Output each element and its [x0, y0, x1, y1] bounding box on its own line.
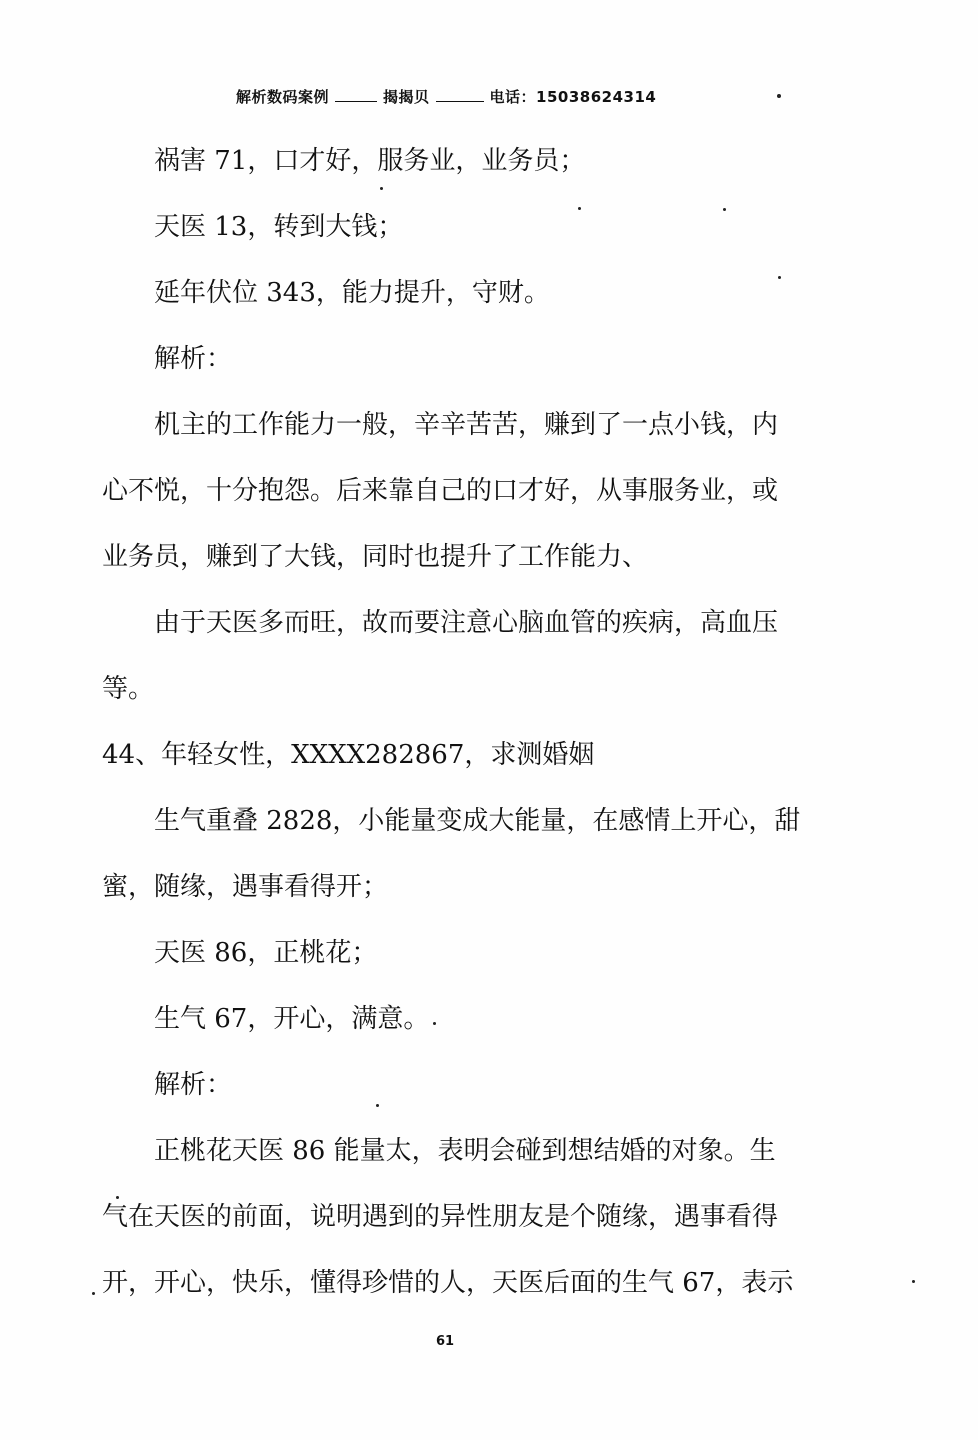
text-line: 正桃花天医 86 能量太，表明会碰到想结婚的对象。生	[154, 1136, 776, 1166]
scan-speck	[92, 1292, 95, 1295]
text-line: 延年伏位 343，能力提升，守财。	[154, 278, 550, 308]
text-line: 等。	[102, 674, 155, 704]
header-separator	[436, 89, 484, 102]
page-header	[236, 86, 656, 107]
header-title: 解析数码案例	[236, 88, 330, 106]
text-line: 44、年轻女性，XXXX282867，求测婚姻	[102, 740, 595, 770]
header-phone: 15038624314	[536, 88, 657, 106]
text-line: 祸害 71，口才好，服务业，业务员；	[154, 146, 586, 176]
text-line: 心不悦，十分抱怨。后来靠自己的口才好，从事服务业，或	[102, 476, 779, 506]
text-line: 生气重叠 2828，小能量变成大能量，在感情上开心，甜	[154, 806, 801, 836]
body-text	[102, 128, 802, 1316]
header-separator	[335, 89, 377, 102]
scan-speck	[912, 1280, 915, 1283]
text-line: 气在天医的前面，说明遇到的异性朋友是个随缘，遇事看得	[102, 1202, 779, 1232]
scan-speck	[578, 207, 581, 210]
text-line: 由于天医多而旺，故而要注意心脑血管的疾病，高血压	[154, 608, 779, 638]
scan-speck	[116, 1196, 119, 1199]
scan-speck	[380, 187, 383, 190]
text-line: 机主的工作能力一般，辛辛苦苦，赚到了一点小钱，内	[154, 410, 779, 440]
scan-speck	[376, 1104, 379, 1107]
scan-speck	[723, 208, 726, 211]
header-author: 揭揭贝	[383, 88, 430, 106]
text-line: 蜜，随缘，遇事看得开；	[102, 872, 389, 902]
text-line: 天医 13，转到大钱；	[154, 212, 404, 242]
scan-speck	[777, 94, 781, 98]
text-line: 天医 86，正桃花；	[154, 938, 378, 968]
header-phone-label: 电话：	[489, 88, 537, 106]
text-line: 业务员，赚到了大钱，同时也提升了工作能力、	[102, 542, 649, 572]
scan-speck	[433, 1022, 436, 1025]
text-line: 解析：	[154, 344, 233, 374]
scan-speck	[778, 276, 781, 279]
text-line: 生气 67，开心，满意。	[154, 1004, 430, 1034]
page-number: 61	[436, 1334, 455, 1349]
text-line: 解析：	[154, 1070, 233, 1100]
text-line: 开，开心，快乐，懂得珍惜的人，天医后面的生气 67，表示	[102, 1268, 794, 1298]
